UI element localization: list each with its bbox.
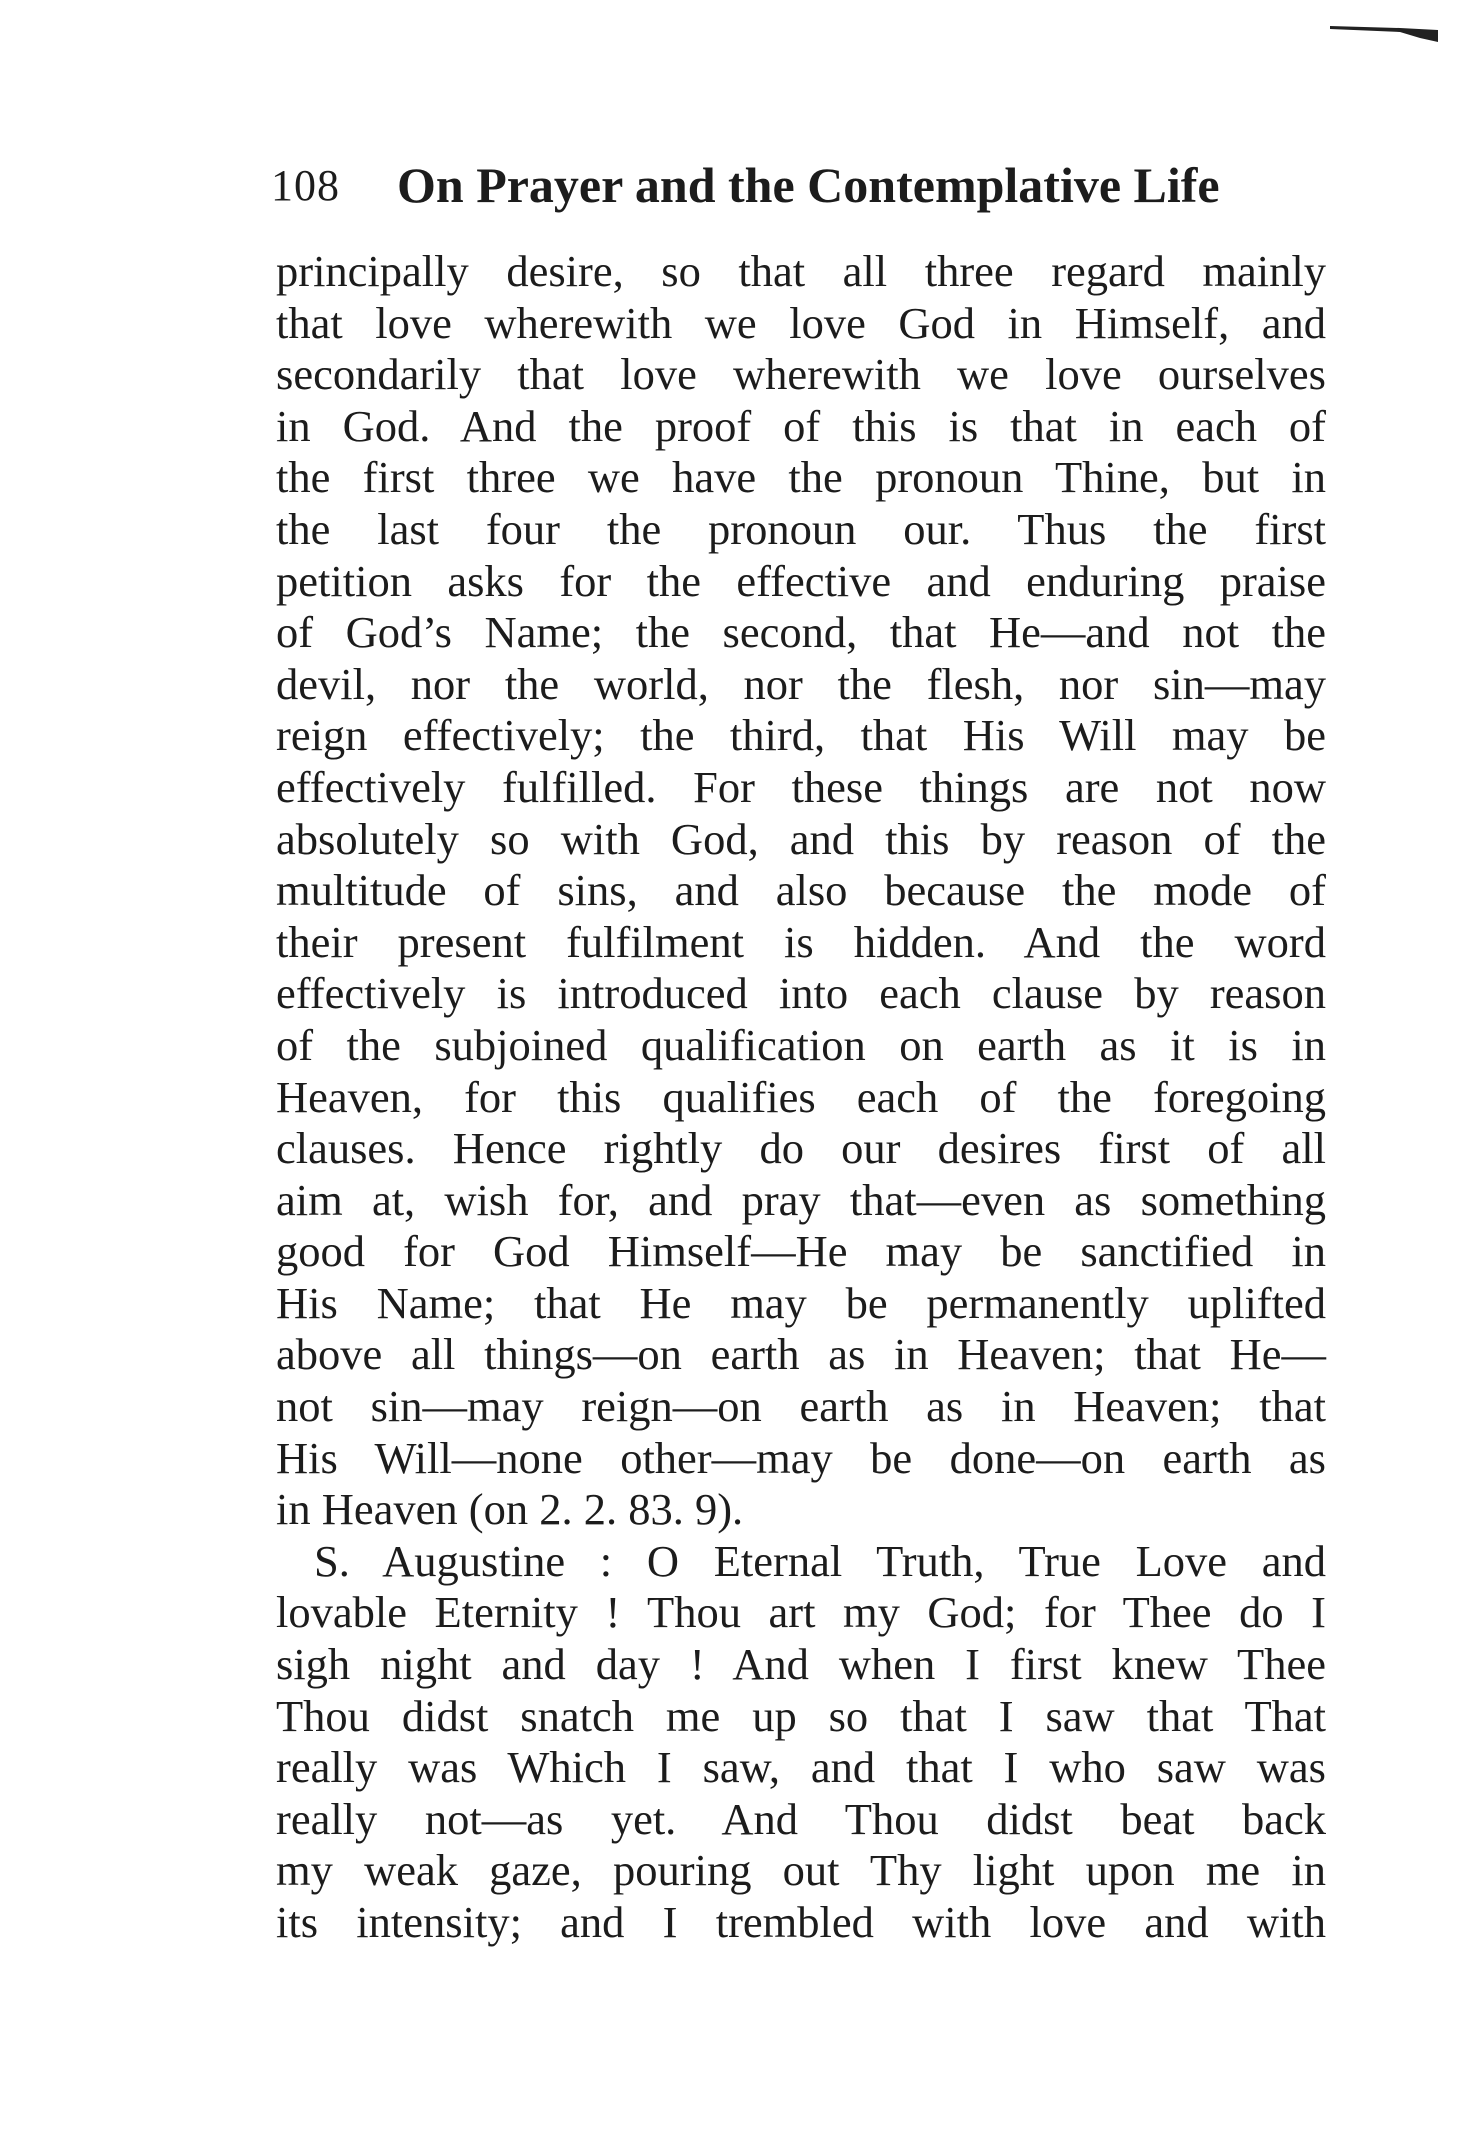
- page-number: 108: [271, 161, 340, 210]
- italic-text: on earth as it is in: [899, 1019, 1327, 1070]
- text-line: [276, 246, 1326, 298]
- text-segment: effectively fulfilled. For these things are not now: [276, 761, 1326, 812]
- text-line: [276, 1226, 1326, 1278]
- text-segment: sigh night and day ! And when I first knew Thee: [276, 1639, 1326, 1690]
- text-segment: their present fulfilment is hidden. And the word: [276, 916, 1326, 967]
- text-segment: really not—as yet. And Thou didst beat back: [276, 1793, 1326, 1844]
- text-line: [276, 865, 1326, 917]
- italic-text: Thine: [1054, 452, 1159, 503]
- italic-text: S. Augustine :: [314, 1535, 613, 1586]
- text-segment: the last four the pronoun: [276, 503, 904, 554]
- text-line: [276, 1123, 1326, 1175]
- running-title: On Prayer and the Contemplative Life: [397, 157, 1220, 213]
- text-line: [276, 814, 1326, 866]
- text-line: [276, 1072, 1326, 1124]
- text-line: [276, 298, 1326, 350]
- text-segment: absolutely so with God, and this by reason of the: [276, 813, 1326, 864]
- text-segment: multitude of sins, and also because the mode of: [276, 865, 1326, 916]
- text-line: [276, 452, 1326, 504]
- text-line: [276, 917, 1326, 969]
- text-segment: my weak gaze, pouring out Thy light upon me in: [276, 1845, 1326, 1896]
- text-segment: is introduced into each clause by reason: [465, 968, 1326, 1019]
- text-line: [276, 1020, 1326, 1072]
- italic-text: our: [903, 503, 961, 554]
- text-segment: reign effectively; the third, that His Will may be: [276, 710, 1326, 761]
- text-segment: lovable Eternity ! Thou art my God; for Thee do I: [276, 1587, 1326, 1638]
- text-line: [276, 1742, 1326, 1794]
- text-segment: His Will—none other—may be done—on earth as: [276, 1432, 1326, 1483]
- text-segment: above all things—on earth as in Heaven; that He—: [276, 1329, 1326, 1380]
- text-line: [276, 1484, 1326, 1536]
- text-line: [276, 1691, 1326, 1743]
- text-segment: aim at, wish for, and pray that—even as something: [276, 1174, 1326, 1225]
- text-line: [276, 1433, 1326, 1485]
- text-segment: the first three we have the pronoun: [276, 452, 1055, 503]
- text-line: [276, 968, 1326, 1020]
- text-line: [276, 1794, 1326, 1846]
- text-segment: principally desire, so that all three regard mainly: [276, 246, 1326, 296]
- italic-text: effectively: [276, 968, 466, 1019]
- text-segment: of the subjoined qualification: [276, 1019, 900, 1070]
- text-segment: devil, nor the world, nor the flesh, nor sin—may: [276, 658, 1326, 709]
- text-segment: really was Which I saw, and that I who saw was: [276, 1742, 1326, 1793]
- text-segment: its intensity; and I trembled with love and with: [276, 1897, 1326, 1947]
- text-line: [276, 1536, 1326, 1588]
- italic-text: on: [483, 1484, 529, 1535]
- text-segment: secondarily that love wherewith we love ourselves: [276, 349, 1326, 400]
- body-text: [276, 246, 1326, 1949]
- text-line: [276, 1278, 1326, 1330]
- text-line: [276, 349, 1326, 401]
- page-corner-mark: [1330, 20, 1440, 44]
- text-line: [276, 1897, 1326, 1949]
- text-segment: that love wherewith we love God in Himself, and: [276, 297, 1326, 348]
- text-segment: not sin—may reign—on earth as in Heaven; that: [276, 1381, 1326, 1432]
- text-segment: . Thus the first: [960, 503, 1326, 554]
- text-line: [276, 1845, 1326, 1897]
- text-segment: petition asks for the effective and enduring praise: [276, 555, 1326, 606]
- text-line: [276, 659, 1326, 711]
- text-line: [276, 710, 1326, 762]
- text-segment: in God. And the proof of this is that in each of: [276, 400, 1326, 451]
- text-line: [276, 401, 1326, 453]
- text-line: [276, 1639, 1326, 1691]
- text-segment: clauses. Hence rightly do our desires first of all: [276, 1123, 1326, 1174]
- text-segment: of God’s Name; the second, that He—and not the: [276, 607, 1326, 658]
- text-line: [276, 1329, 1326, 1381]
- text-line: [276, 1587, 1326, 1639]
- text-segment: O Eternal Truth, True Love and: [612, 1535, 1327, 1586]
- text-segment: His Name; that He may be permanently uplifted: [276, 1277, 1326, 1328]
- text-line: [276, 607, 1326, 659]
- text-line: [276, 556, 1326, 608]
- text-line: [276, 1381, 1326, 1433]
- text-line: [276, 762, 1326, 814]
- page-header: [271, 157, 1311, 230]
- text-segment: , but in: [1158, 452, 1326, 503]
- text-segment: Thou didst snatch me up so that I saw that That: [276, 1690, 1326, 1741]
- text-segment: good for God Himself—He may be sanctified in: [276, 1226, 1326, 1277]
- text-line: [276, 1175, 1326, 1227]
- italic-text: Heaven: [276, 1071, 412, 1122]
- text-line: [276, 504, 1326, 556]
- text-segment: , for this qualifies each of the foregoing: [411, 1071, 1326, 1122]
- text-segment: in Heaven (: [276, 1484, 484, 1535]
- text-segment: 2. 2. 83. 9).: [528, 1484, 744, 1535]
